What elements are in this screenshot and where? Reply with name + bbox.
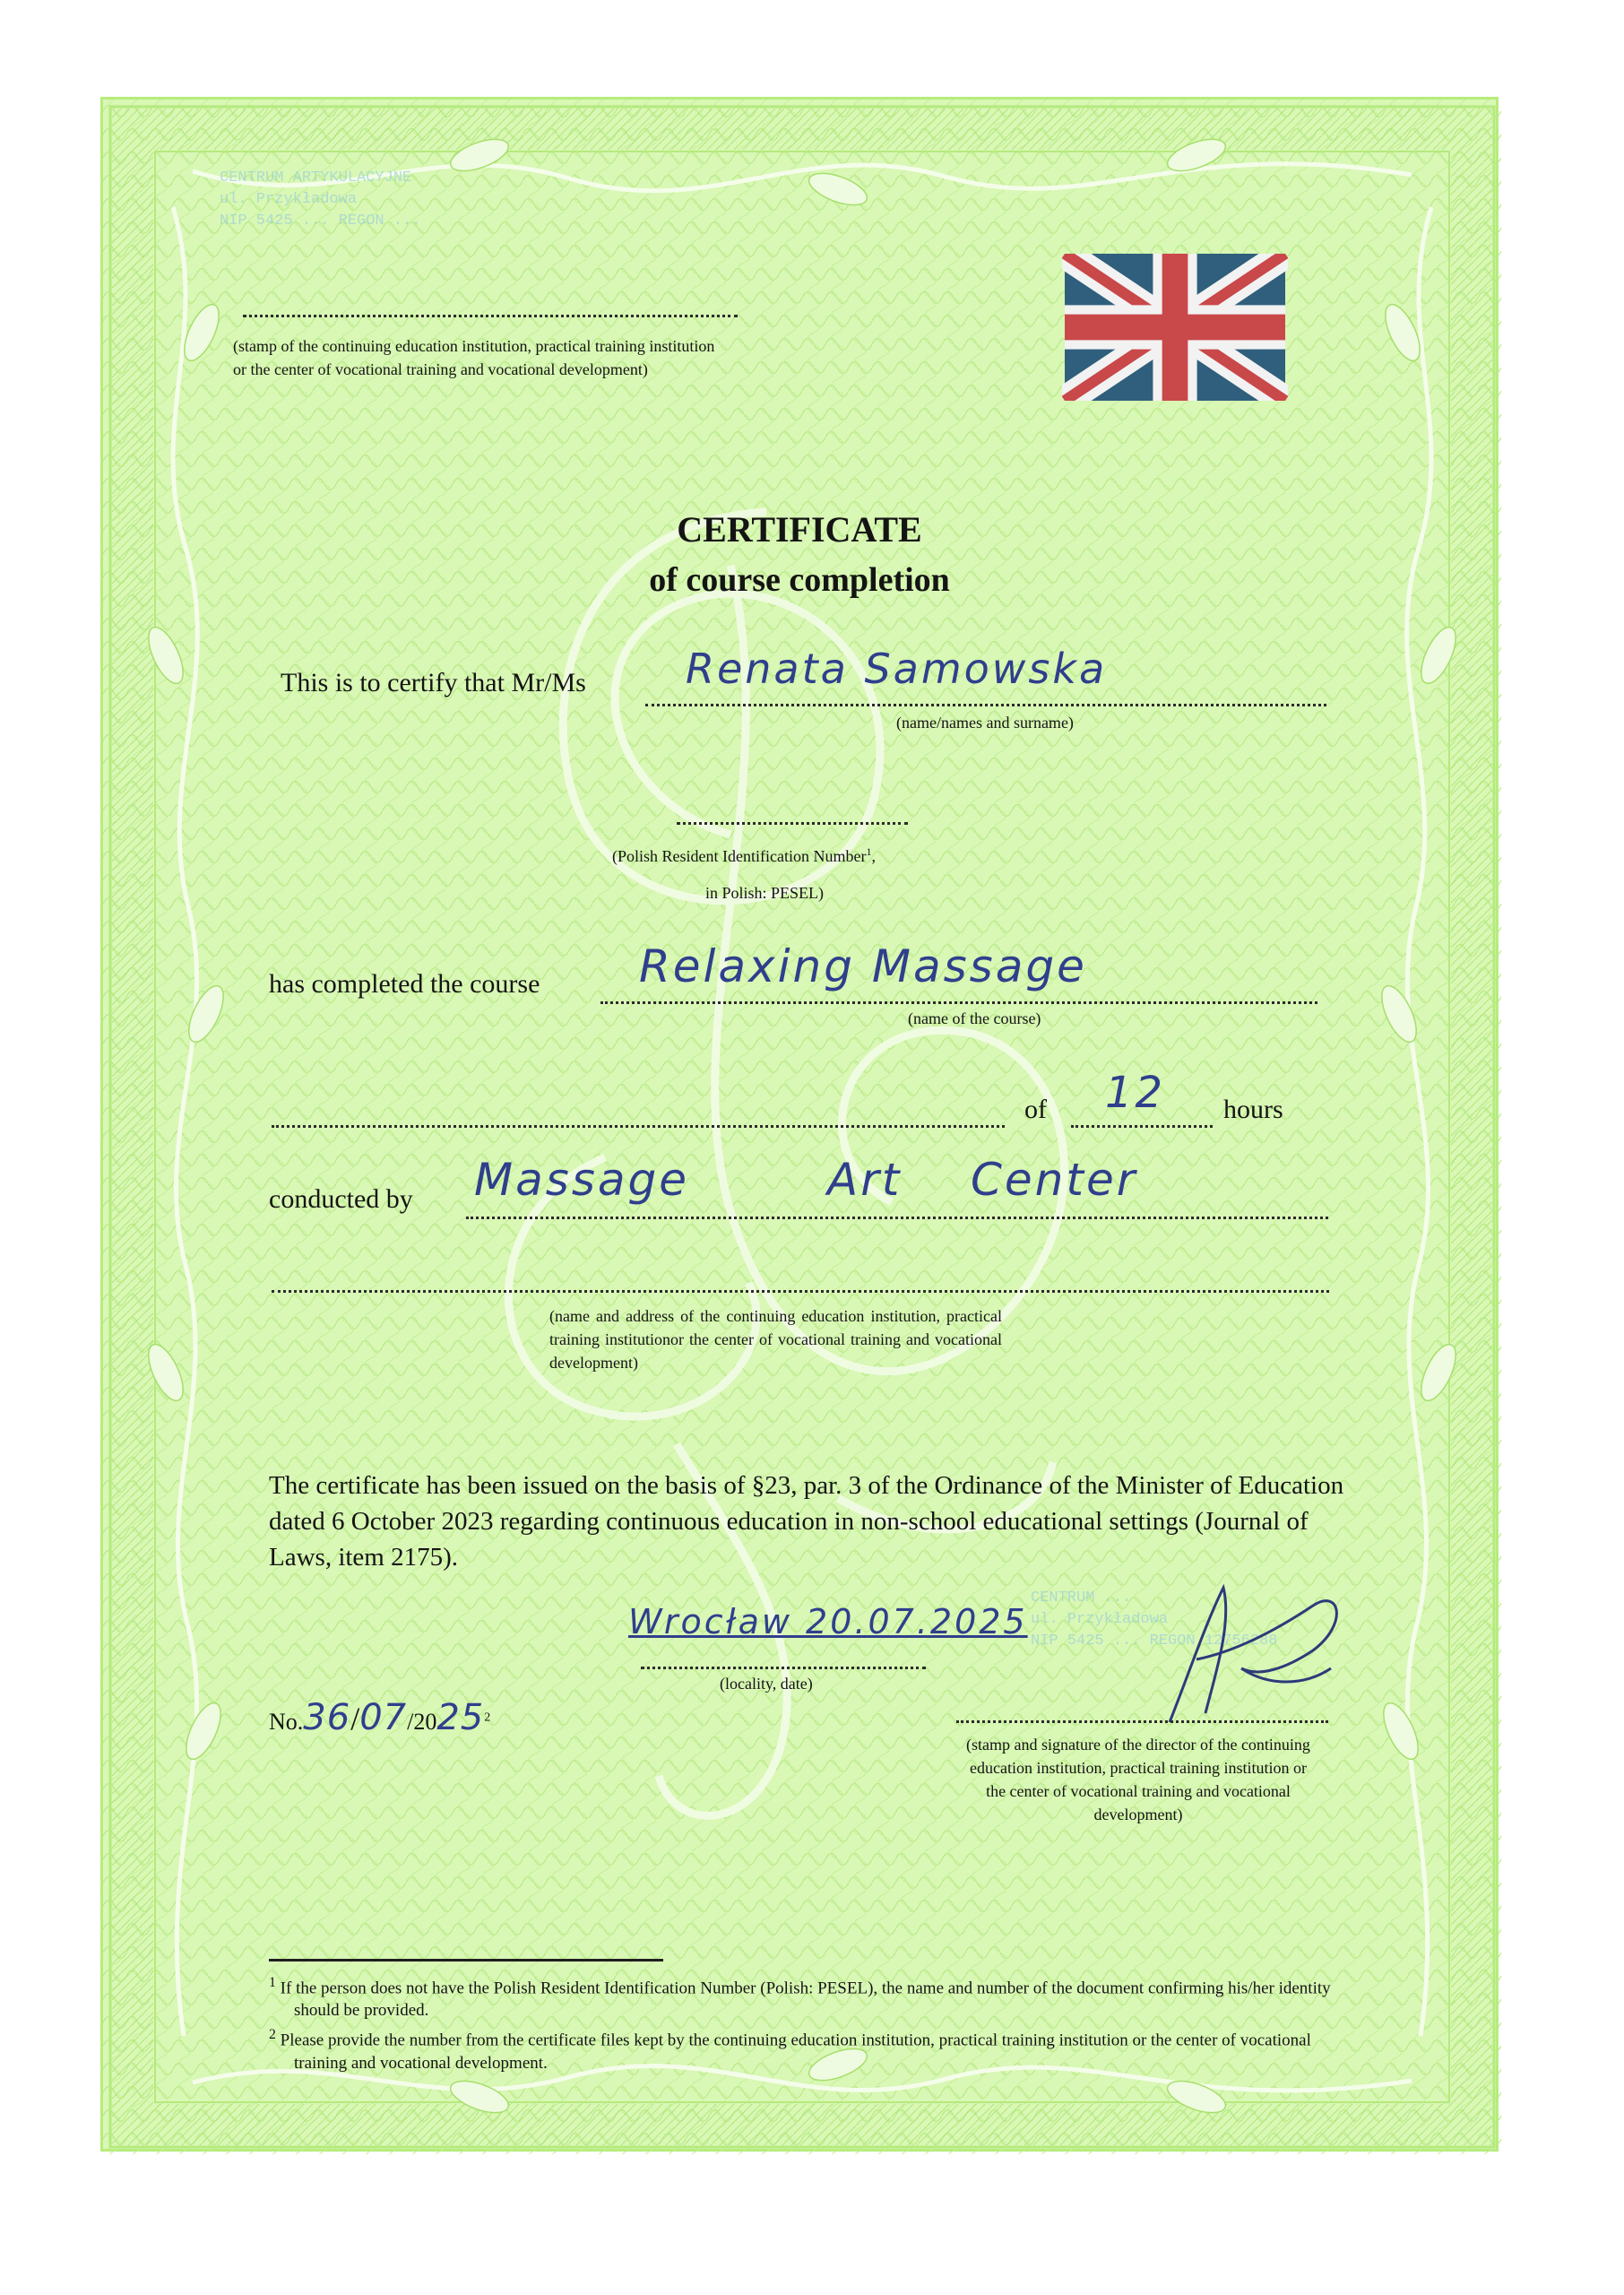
footnote-1-ref: 1 <box>269 1975 276 1990</box>
stamp-ghost-line: CENTRUM ARTYKULACYJNE <box>220 169 412 186</box>
course-caption: (name of the course) <box>908 1009 1041 1027</box>
hours-dotted-line <box>1071 1125 1213 1128</box>
pesel-caption <box>612 840 876 868</box>
stamp-ghost-top <box>220 168 420 232</box>
number-year-prefix: /20 <box>407 1709 437 1735</box>
name-caption: (name/names and surname) <box>896 714 1074 732</box>
institution-word: Center <box>971 1154 1138 1206</box>
pesel-caption-line2: in Polish: PESEL) <box>705 884 825 902</box>
certificate-title: CERTIFICATE <box>677 509 922 550</box>
number-footnote-ref: 2 <box>484 1710 491 1725</box>
pesel-dotted-line <box>677 822 908 825</box>
conducted-label: conducted by <box>269 1184 413 1214</box>
number-separator: / <box>350 1701 360 1736</box>
uk-flag-icon <box>1062 254 1288 401</box>
footnote-divider <box>269 1959 663 1962</box>
certificate-subtitle: of course completion <box>649 561 950 599</box>
number-part2: 07 <box>359 1697 408 1738</box>
stamp-ghost-line: NIP 5425 ... REGON ... <box>220 212 421 230</box>
legal-basis: The certificate has been issued on the basis of §23, par. 3 of the Ordinance of the Minister of Education dated 6 October 2023 regarding continuous education in non-school educational settings (Journal of Laws, item 2175). <box>269 1471 1344 1572</box>
footnote-2-text: Please provide the number from the certificate files kept by the continuing education institution, practical training institution or the center of vocational training and vocational development. <box>280 2031 1311 2073</box>
certificate-sheet <box>100 97 1499 2152</box>
course-dotted-line <box>600 1001 1317 1004</box>
institution-caption: (name and address of the continuing education institution, practical training institutionor the center of vocational training and vocational development) <box>549 1307 1002 1372</box>
certify-label: This is to certify that Mr/Ms <box>281 668 586 697</box>
pesel-caption-text: (Polish Resident Identification Number <box>612 847 867 865</box>
footnote-2-ref: 2 <box>269 2027 276 2043</box>
of-label: of <box>1024 1095 1047 1124</box>
director-dotted-line <box>956 1720 1328 1723</box>
footnote-2 <box>269 2023 1335 2074</box>
stamp-ghost-line: NIP 5425 ... REGON 12756288 <box>1031 1632 1278 1650</box>
course-name: Relaxing Massage <box>639 940 1087 992</box>
institution-word: Massage <box>474 1154 690 1206</box>
footnote-1 <box>269 1971 1335 2022</box>
recipient-name: Renata Samowska <box>686 645 1108 693</box>
stamp-caption: (stamp of the continuing education institution, practical training institution or the center of vocational training and vocational development) <box>233 337 715 378</box>
number-prefix: No. <box>269 1709 304 1735</box>
course-label: has completed the course <box>269 969 540 999</box>
institution-dotted-line <box>466 1217 1328 1219</box>
institution-word: Art <box>827 1154 903 1206</box>
director-caption: (stamp and signature of the director of the continuing education institution, practical training institution or the center of vocational training and vocational development) <box>966 1736 1310 1823</box>
footnotes <box>269 1971 1335 2074</box>
stamp-ghost-line: ul. Przykładowa <box>1031 1611 1169 1628</box>
stamp-ghost-line: ul. Przykładowa <box>220 191 358 208</box>
number-part1: 36 <box>303 1697 351 1738</box>
place-date-value: Wrocław 20.07.2025 <box>628 1602 1028 1641</box>
place-date-caption: (locality, date) <box>720 1675 813 1693</box>
course-extra-dotted-line <box>272 1125 1005 1128</box>
address-dotted-line <box>272 1290 1329 1293</box>
certificate-number <box>269 1697 490 1738</box>
pesel-caption-end: , <box>871 847 876 865</box>
stamp-dotted-line <box>243 315 738 317</box>
number-year-suffix: 25 <box>436 1697 485 1738</box>
pesel-footnote-ref: 1 <box>866 845 872 858</box>
hours-label: hours <box>1223 1095 1283 1124</box>
footnote-1-text: If the person does not have the Polish Resident Identification Number (Polish: PESEL), the name and number of the document confirming his/her identity should be provided. <box>280 1979 1331 2021</box>
hours-value: 12 <box>1105 1068 1166 1118</box>
stamp-ghost-line: CENTRUM ... <box>1031 1589 1132 1606</box>
name-dotted-line <box>645 704 1326 706</box>
place-date-dotted-line <box>641 1667 926 1669</box>
